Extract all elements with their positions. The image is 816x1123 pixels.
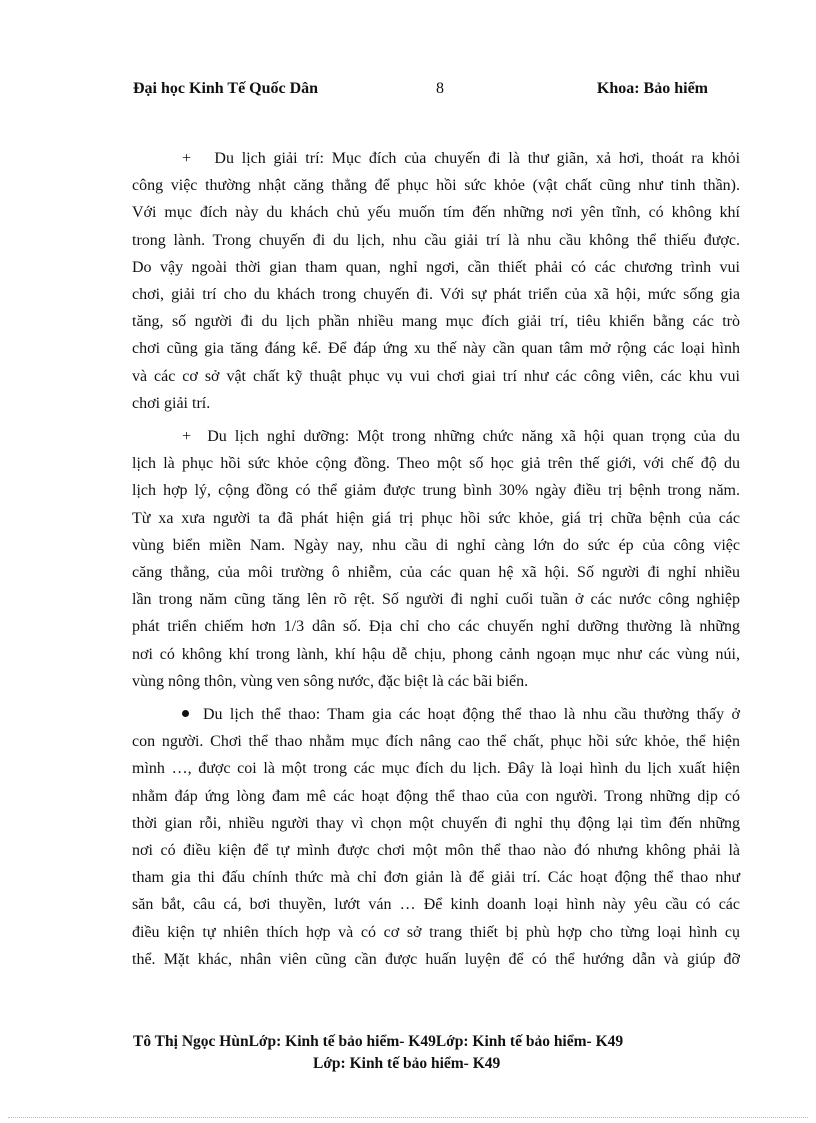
footer-author-line: Tô Thị Ngọc HùnLớp: Kinh tế bảo hiểm- K49Lớp: Kinh tế bảo hiểm- K49 <box>133 1033 624 1050</box>
paragraph-line: + Du lịch giải trí: Mục đích của chuyến đi là thư giãn, xả hơi, thoát ra khỏi <box>182 150 741 167</box>
paragraph-line: và các cơ sở vật chất kỹ thuật phục vụ vui chơi giai trí như các công viên, các khu vui <box>132 367 740 385</box>
paragraph-line: lịch hợp lý, cộng đồng có thể giảm được trung bình 30% ngày điều trị bệnh trong năm. <box>132 482 740 500</box>
paragraph-line: chơi, giải trí cho du khách trong chuyến đi. Với sự phát triển của xã hội, mức sống gia <box>132 286 740 304</box>
paragraph-line: tham gia thi đấu chính thức mà chỉ đơn giản là để giải trí. Các hoạt động thể thao như <box>132 869 740 887</box>
bullet-icon <box>182 710 189 717</box>
paragraph-line: công việc thường nhật căng thẳng để phục hồi sức khỏe (vật chất cũng như tinh thần). <box>132 177 740 195</box>
paragraph-line: trong lành. Trong chuyến đi du lịch, nhu cầu giải trí là nhu cầu không thể thiếu được. <box>132 231 740 249</box>
paragraph-line: phát triển chiếm hơn 1/3 dân số. Địa chỉ cho các chuyến nghỉ dưỡng thường là những <box>132 618 740 636</box>
footer-class-line: Lớp: Kinh tế bảo hiểm- K49 <box>313 1055 501 1072</box>
paragraph-line: + Du lịch nghỉ dưỡng: Một trong những chức năng xã hội quan trọng của du <box>182 428 741 446</box>
plus-marker: + <box>182 150 192 167</box>
document-body <box>132 145 740 979</box>
paragraph-du-lich-giai-tri <box>132 145 740 417</box>
paragraph-line: căng thẳng, của môi trường ô nhiễm, của các quan hệ xã hội. Số người đi nghỉ nhiều <box>132 564 740 582</box>
paragraph-line: điều kiện tự nhiên thích hợp và có cơ sở trang thiết bị phù hợp cho từng loại hình cụ <box>132 923 740 941</box>
header-faculty: Khoa: Bảo hiểm <box>596 80 708 97</box>
paragraph-line: vùng biển miền Nam. Ngày nay, nhu cầu di nghỉ càng lớn do sức ép của công việc <box>132 536 740 554</box>
paragraph-line: Với mục đích này du khách chủ yếu muốn tím đến những nơi yên tĩnh, có không khí <box>132 204 740 222</box>
paragraph-line: Do vậy ngoài thời gian tham quan, nghỉ ngơi, cần thiết phải có các chương trình vui <box>132 258 740 276</box>
paragraph-du-lich-the-thao <box>132 701 740 973</box>
paragraph-du-lich-nghi-duong <box>132 423 740 695</box>
paragraph-line: thể. Mặt khác, nhân viên cũng cần được huấn luyện để có thể hướng dẫn và giúp đỡ <box>132 950 740 968</box>
paragraph-line: nơi có không khí trong lành, khí hậu dễ chịu, phong cảnh ngoạn mục như các vùng núi, <box>132 645 740 663</box>
paragraph-line: Từ xa xưa người ta đã phát hiện giá trị phục hồi sức khỏe, giá trị chữa bệnh của các <box>132 509 740 527</box>
paragraph-line: con người. Chơi thể thao nhằm mục đích nâng cao thể chất, phục hồi sức khỏe, thể hiện <box>132 733 740 751</box>
page-footer <box>133 1031 693 1075</box>
paragraph-line: chơi cũng gia tăng đáng kể. Để đáp ứng xu thế này cần quan tâm mở rộng các loại hình <box>132 340 740 358</box>
paragraph-line: vùng nông thôn, vùng ven sông nước, đặc biệt là các bãi biển. <box>132 672 529 690</box>
paragraph-line: Du lịch thể thao: Tham gia các hoạt động thể thao là nhu cầu thường thấy ở <box>132 701 740 728</box>
page-header <box>133 80 710 104</box>
paragraph-line: tăng, số người đi du lịch phần nhiều mang mục đích giải trí, tiêu khiển bằng các trò <box>132 313 740 331</box>
paragraph-line: nơi có điều kiện để tự mình được chơi một môn thể thao nào đó nhưng không phải là <box>132 842 740 860</box>
page-bottom-divider <box>8 1117 808 1118</box>
paragraph-line: chơi giải trí. <box>132 394 211 412</box>
plus-marker: + <box>182 428 192 446</box>
paragraph-line: mình …, được coi là một trong các mục đích du lịch. Đây là loại hình du lịch xuất hiện <box>132 760 740 778</box>
page-number: 8 <box>436 80 444 97</box>
paragraph-line: lịch là phục hồi sức khỏe cộng đồng. Theo một số học giả trên thế giới, với chế độ du <box>132 455 740 473</box>
paragraph-line: nhằm đáp ứng lòng đam mê các hoạt động thể thao của con người. Trong những dịp có <box>132 787 740 805</box>
paragraph-line: thời gian rỗi, nhiều người thay vì chọn một chuyến đi nghỉ thụ động lại tìm đến những <box>132 814 740 832</box>
paragraph-line: săn bắt, câu cá, bơi thuyền, lướt ván … Để kinh doanh loại hình này yêu cầu có các <box>132 896 740 914</box>
paragraph-line: lần trong năm cũng tăng lên rõ rệt. Số người đi nghỉ cuối tuần ở các nước công nghiệp <box>132 591 740 609</box>
header-university: Đại học Kinh Tế Quốc Dân <box>133 80 319 97</box>
